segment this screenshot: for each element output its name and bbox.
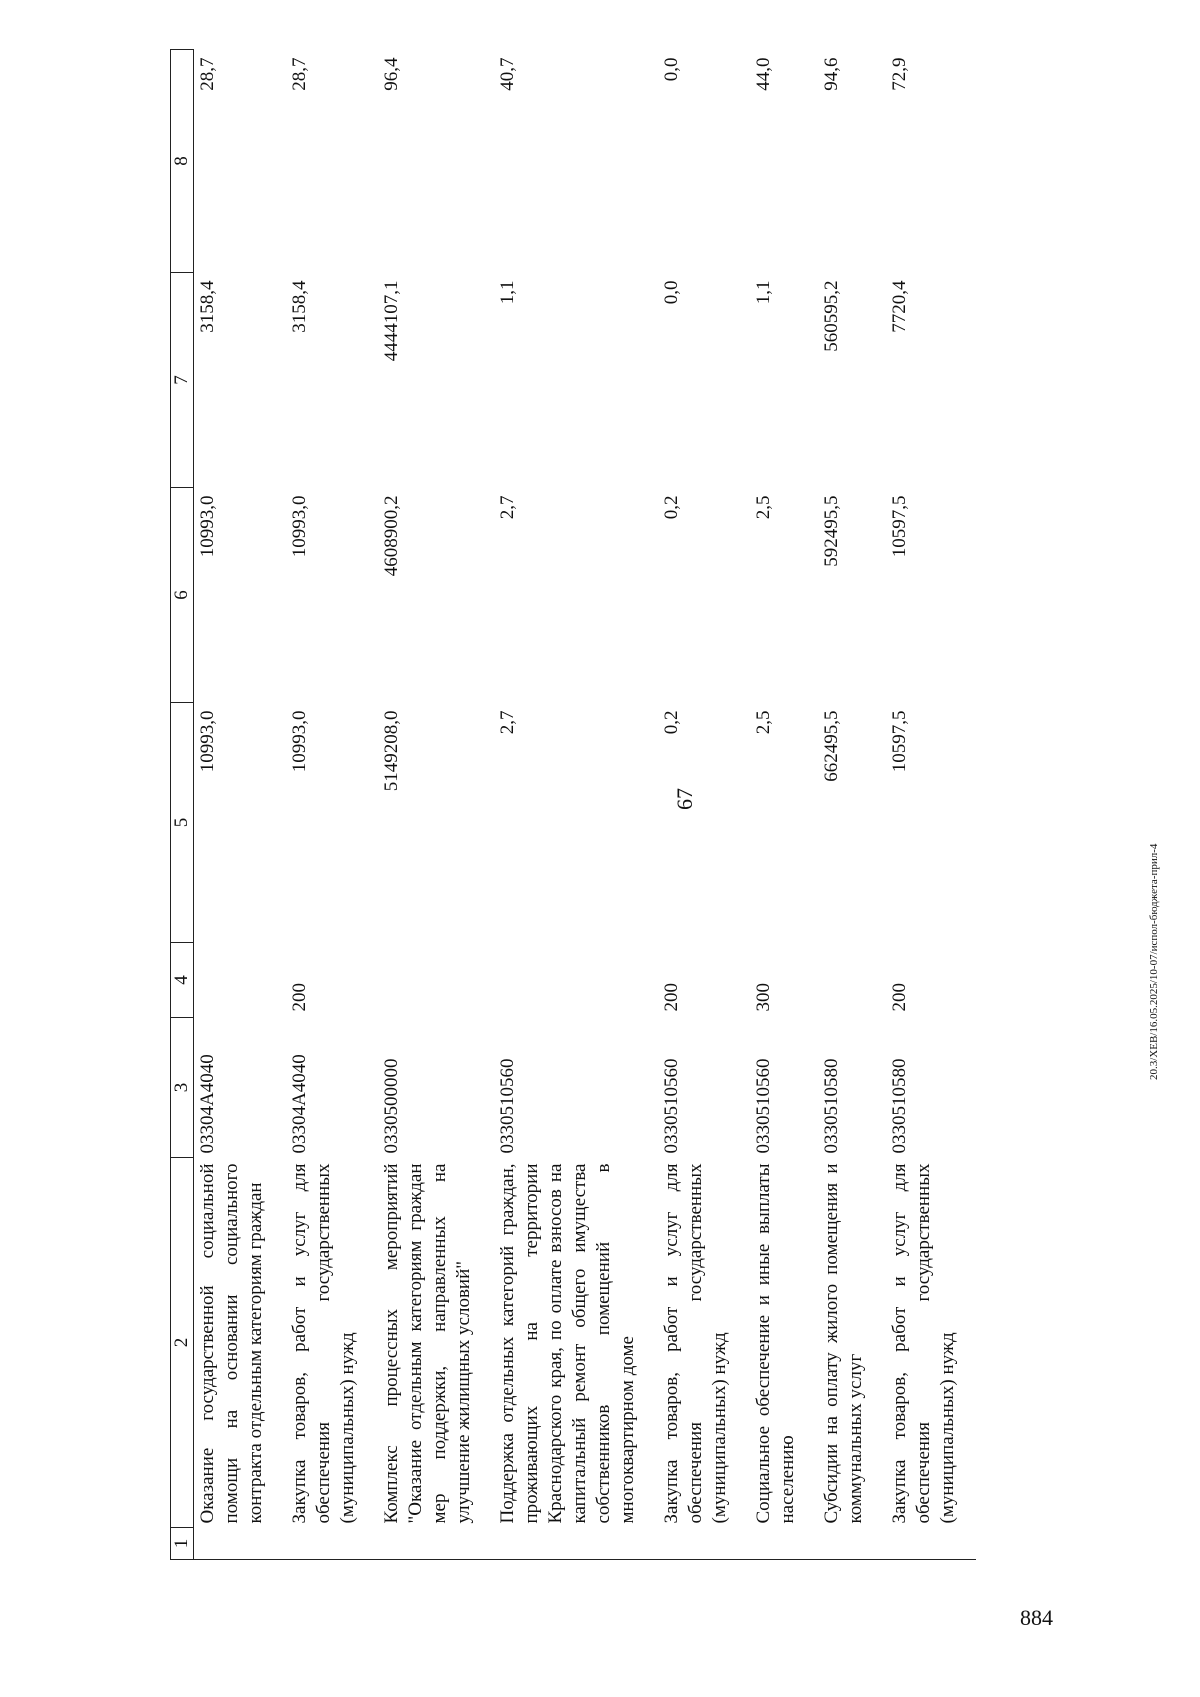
- row-code-cell: 0330510560: [661, 1058, 682, 1154]
- page-number: 67: [672, 788, 697, 810]
- row-value-col5-cell: 2,5: [753, 710, 774, 735]
- row-value-col7-cell: 7720,4: [889, 280, 910, 333]
- row-percent-cell: 44,0: [753, 57, 774, 91]
- row-kvr-cell: [816, 943, 884, 1018]
- header-cell: 4: [171, 943, 194, 1018]
- row-code-cell: 03304А4040: [197, 1054, 218, 1154]
- row-kvr-cell: 200: [289, 983, 310, 1012]
- row-description-cell: Поддержка отдельных категорий граждан, проживающих на территории Краснодарского края, по оплате взносов на капитальный ремонт общего имущества собственников помещений в многоквартирном доме: [497, 1163, 638, 1524]
- row-value-col5-cell: 5149208,0: [381, 710, 402, 792]
- row-value-col5-cell: 10993,0: [197, 710, 218, 773]
- row-value-col6-cell: 0,2: [661, 495, 682, 520]
- row-code-cell: 0330500000: [381, 1058, 402, 1154]
- row-value-col6-cell: 2,7: [497, 495, 518, 520]
- table-row: [194, 50, 285, 1560]
- footer-document-code: 20.3/XEB/16.05.2025/10-07/испол-бюджета-прил-4: [1148, 843, 1160, 1080]
- row-description-cell: Оказание государственной социальной помощи на основании социального контракта отдельным категориям граждан: [197, 1163, 266, 1524]
- row-value-col6-cell: 2,5: [753, 495, 774, 520]
- row-value-col6-cell: 592495,5: [821, 495, 842, 567]
- table-row: [376, 50, 492, 1560]
- row-kvr-cell: 200: [889, 983, 910, 1012]
- row-percent-cell: 28,7: [197, 57, 218, 91]
- row-number-cell: [656, 1528, 748, 1560]
- row-percent-cell: 72,9: [889, 57, 910, 91]
- row-description-cell: Закупка товаров, работ и услуг для обеспечения государственных (муниципальных) нужд: [889, 1163, 958, 1524]
- row-number-cell: [816, 1528, 884, 1560]
- row-kvr-cell: 300: [753, 983, 774, 1012]
- row-value-col5-cell: 0,2: [661, 710, 682, 735]
- row-value-col7-cell: 0,0: [661, 280, 682, 305]
- corner-page-number: 884: [1020, 1605, 1053, 1630]
- table-row: [748, 50, 816, 1560]
- row-kvr-cell: 200: [661, 983, 682, 1012]
- row-value-col5-cell: 10597,5: [889, 710, 910, 773]
- row-description-cell: Социальное обеспечение и иные выплаты населению: [753, 1163, 798, 1524]
- table-row: [656, 50, 748, 1560]
- row-code-cell: 03304А4040: [289, 1054, 310, 1154]
- row-value-col5-cell: 2,7: [497, 710, 518, 735]
- budget-table: [170, 49, 976, 1560]
- table-row: [816, 50, 884, 1560]
- table-header-row: [171, 50, 194, 1560]
- row-number-cell: [492, 1528, 656, 1560]
- rotated-table-container: [170, 50, 1000, 1560]
- row-code-cell: 0330510580: [889, 1058, 910, 1154]
- row-percent-cell: 0,0: [661, 57, 682, 82]
- row-description-cell: Субсидии на оплату жилого помещения и коммунальных услуг: [821, 1163, 866, 1524]
- row-value-col7-cell: 3158,4: [197, 280, 218, 333]
- row-value-col7-cell: 1,1: [497, 280, 518, 305]
- row-percent-cell: 94,6: [821, 57, 842, 91]
- row-value-col6-cell: 10597,5: [889, 495, 910, 558]
- row-value-col5-cell: 662495,5: [821, 710, 842, 782]
- row-value-col7-cell: 1,1: [753, 280, 774, 305]
- header-cell: 2: [171, 1158, 194, 1528]
- header-cell: 3: [171, 1018, 194, 1158]
- row-kvr-cell: [194, 943, 285, 1018]
- row-value-col6-cell: 10993,0: [289, 495, 310, 558]
- row-value-col7-cell: 3158,4: [289, 280, 310, 333]
- header-cell: 5: [171, 703, 194, 943]
- row-number-cell: [284, 1528, 376, 1560]
- row-kvr-cell: [376, 943, 492, 1018]
- row-number-cell: [884, 1528, 976, 1560]
- row-code-cell: 0330510560: [753, 1058, 774, 1154]
- row-number-cell: [748, 1528, 816, 1560]
- row-percent-cell: 40,7: [497, 57, 518, 91]
- row-kvr-cell: [492, 943, 656, 1018]
- table-row: [884, 50, 976, 1560]
- row-percent-cell: 28,7: [289, 57, 310, 91]
- row-description-cell: Закупка товаров, работ и услуг для обеспечения государственных (муниципальных) нужд: [661, 1163, 730, 1524]
- row-value-col6-cell: 10993,0: [197, 495, 218, 558]
- row-number-cell: [194, 1528, 285, 1560]
- header-cell: 6: [171, 488, 194, 703]
- row-number-cell: [376, 1528, 492, 1560]
- header-cell: 8: [171, 50, 194, 273]
- header-cell: 1: [171, 1528, 194, 1560]
- row-value-col7-cell: 4444107,1: [381, 280, 402, 362]
- row-value-col7-cell: 560595,2: [821, 280, 842, 352]
- row-percent-cell: 96,4: [381, 57, 402, 91]
- row-value-col6-cell: 4608900,2: [381, 495, 402, 577]
- header-cell: 7: [171, 273, 194, 488]
- row-description-cell: Закупка товаров, работ и услуг для обеспечения государственных (муниципальных) нужд: [289, 1163, 358, 1524]
- row-description-cell: Комплекс процессных мероприятий "Оказание отдельным категориям граждан мер поддержки, направленных на улучшение жилищных условий": [381, 1163, 474, 1524]
- row-code-cell: 0330510560: [497, 1058, 518, 1154]
- row-code-cell: 0330510580: [821, 1058, 842, 1154]
- row-value-col5-cell: 10993,0: [289, 710, 310, 773]
- table-row: [284, 50, 376, 1560]
- table-row: [492, 50, 656, 1560]
